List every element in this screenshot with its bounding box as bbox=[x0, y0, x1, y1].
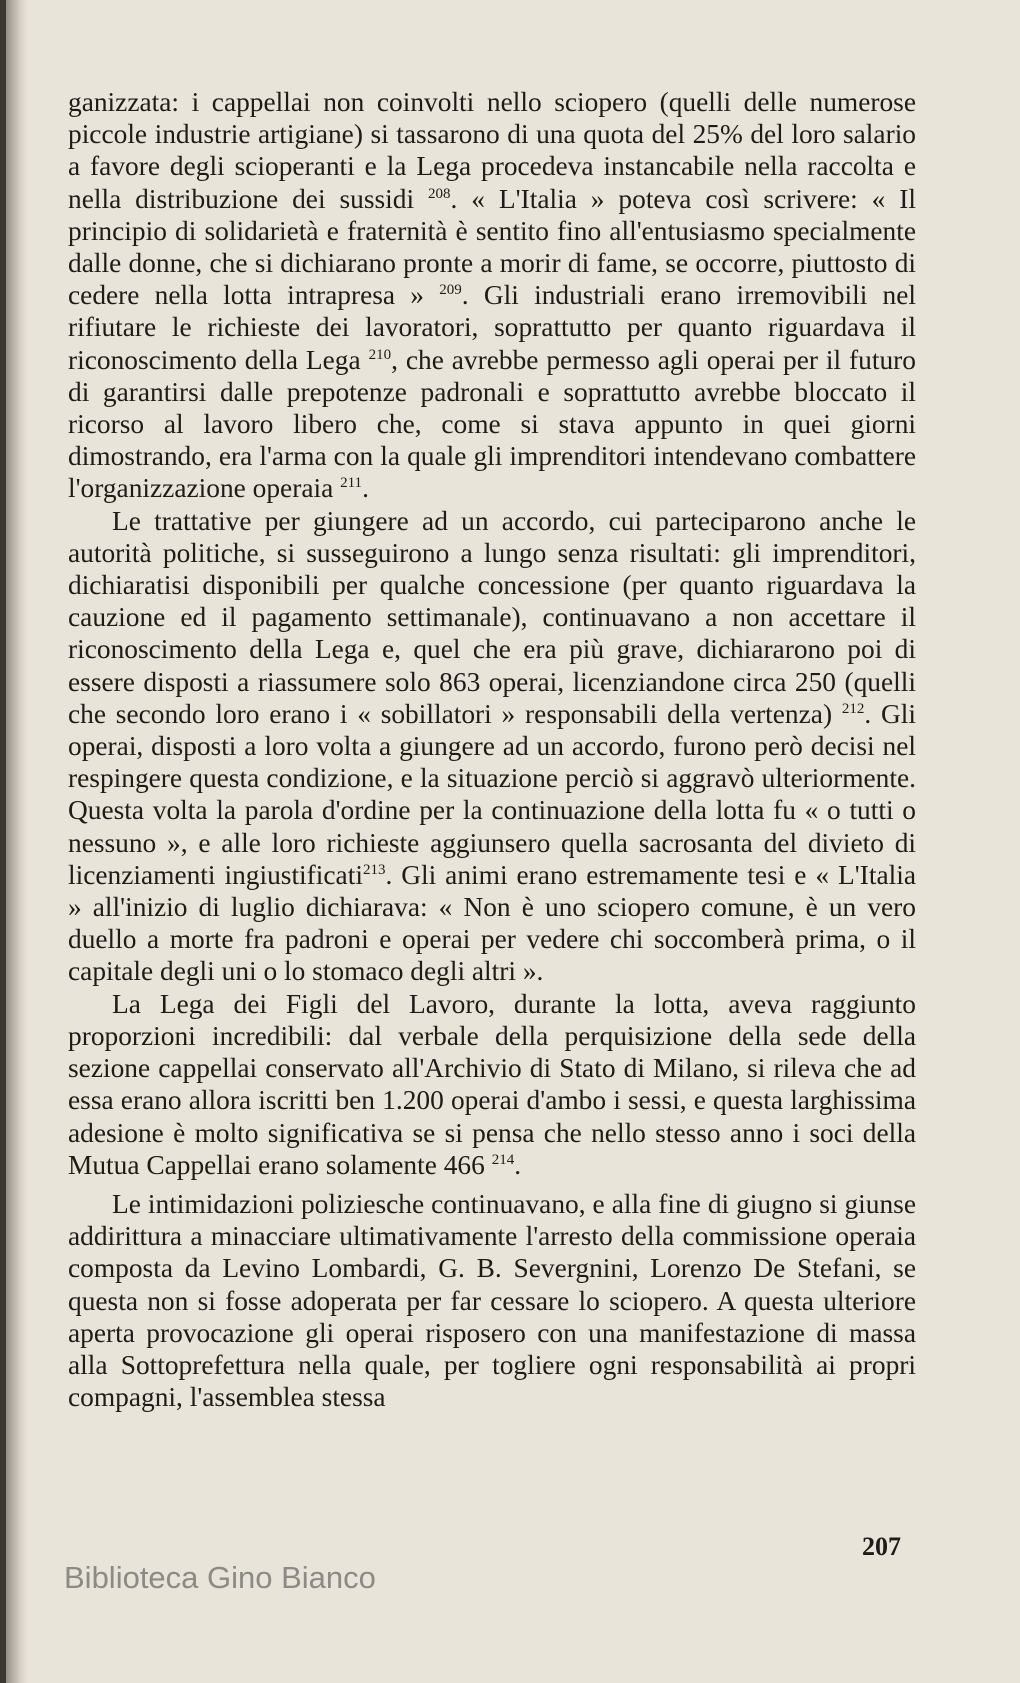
library-watermark: Biblioteca Gino Bianco bbox=[64, 1560, 376, 1595]
text-run: , che avrebbe permesso agli operai per il futuro di garantirsi dalle prepotenze padronali e soprattutto avrebbe bloccato il ricorso al lavoro libero che, come si stava appunto in quei giorni dimostrando, era l'arma con la quale gli imprenditori intendevano combattere l'organizzazione operaia bbox=[68, 344, 916, 504]
book-spine-edge bbox=[0, 0, 6, 1683]
page-number: 207 bbox=[862, 1532, 901, 1561]
paragraph bbox=[68, 505, 916, 988]
text-run: La Lega dei Figli del Lavoro, durante la lotta, aveva raggiunto proporzioni incredibili: dal verbale della perquisizione della sede della sezione cappellai conservato all'Archivio di Stato di Milano, si rileva che ad essa erano allora iscritti ben 1.200 operai d'ambo i sessi, e questa larghissima adesione è molto significativa se si pensa che nello stesso anno i soci della Mutua Cappellai erano solamente 466 bbox=[68, 988, 916, 1180]
footnote-ref: 209 bbox=[439, 282, 462, 299]
text-run: Le trattative per giungere ad un accordo, cui parteciparono anche le autorità politiche, si susseguirono a lungo senza risultati: gli imprenditori, dichiaratisi disponibili per qualche concessione (per quanto riguardava la cauzione ed il pagamento settimanale), continuavano a non accettare il riconoscimento della Lega e, quel che era più grave, dichiararono poi di essere disposti a riassumere solo 863 operai, licenziandone circa 250 (quelli che secondo loro erano i « sobillatori » responsabili della vertenza) bbox=[68, 505, 916, 729]
text-run: Le intimidazioni poliziesche continuavano, e alla fine di giugno si giunse addirittura a minacciare ultimativamente l'arresto della commissione operaia composta da Levino Lombardi, G. B. Severgnini, Lorenzo De Stefani, se questa non si fosse adoperata per far cessare lo sciopero. A questa ulteriore aperta provocazione gli operai risposero con una manifestazione di massa alla Sottoprefettura nella quale, per togliere ogni responsabilità ai propri compagni, l'assemblea stessa bbox=[68, 1188, 916, 1413]
footnote-ref: 214 bbox=[491, 1151, 515, 1168]
footnote-ref: 208 bbox=[428, 185, 451, 202]
text-run: ganizzata: i cappellai non coinvolti nello sciopero (quelli delle numerose piccole industrie artigiane) si tassarono di una quota del 25% del loro salario a favore degli scioperanti e la Lega procedeva instancabile nella raccolta e nella distribuzione dei sussidi bbox=[68, 87, 916, 214]
text-run: . bbox=[362, 473, 369, 504]
text-run: . Gli operai, disposti a loro volta a giungere ad un accordo, furono però decisi nel respingere questa condizione, e la situazione perciò si aggravò ulteriormente. Questa volta la parola d'ordine per la continuazione della lotta fu « o tutti o nessuno », e alle loro richieste aggiunsero quella sacrosanta del divieto di licenziamenti ingiustificati bbox=[68, 698, 916, 890]
paragraph bbox=[68, 988, 916, 1181]
footnote-ref: 210 bbox=[368, 346, 392, 363]
footnote-ref: 211 bbox=[340, 475, 363, 492]
footnote-ref: 212 bbox=[841, 700, 865, 717]
text-run: . Gli animi erano estremamente tesi e « L'Italia » all'inizio di luglio dichiarava: « Non è uno sciopero comune, è un vero duello a morte fra padroni e operai per vedere chi soccomberà prima, o il capitale degli uni o lo stomaco degli altri ». bbox=[68, 859, 916, 987]
paragraph bbox=[68, 1188, 916, 1413]
text-run: . Gli industriali erano irremovibili nel rifiutare le richieste dei lavoratori, soprattutto per quanto riguardava il riconoscimento della Lega bbox=[68, 280, 917, 375]
paragraph bbox=[68, 86, 916, 505]
text-run: . « L'Italia » poteva così scrivere: « Il principio di solidarietà e fraternità è sentito fino all'entusiasmo specialmente dalle donne, che si dichiarano pronte a morir di fame, se occorre, piuttosto di cedere nella lotta intrapresa » bbox=[68, 183, 916, 311]
text-run: . bbox=[514, 1149, 522, 1180]
body-text bbox=[68, 86, 916, 1413]
footnote-ref: 213 bbox=[362, 861, 386, 878]
